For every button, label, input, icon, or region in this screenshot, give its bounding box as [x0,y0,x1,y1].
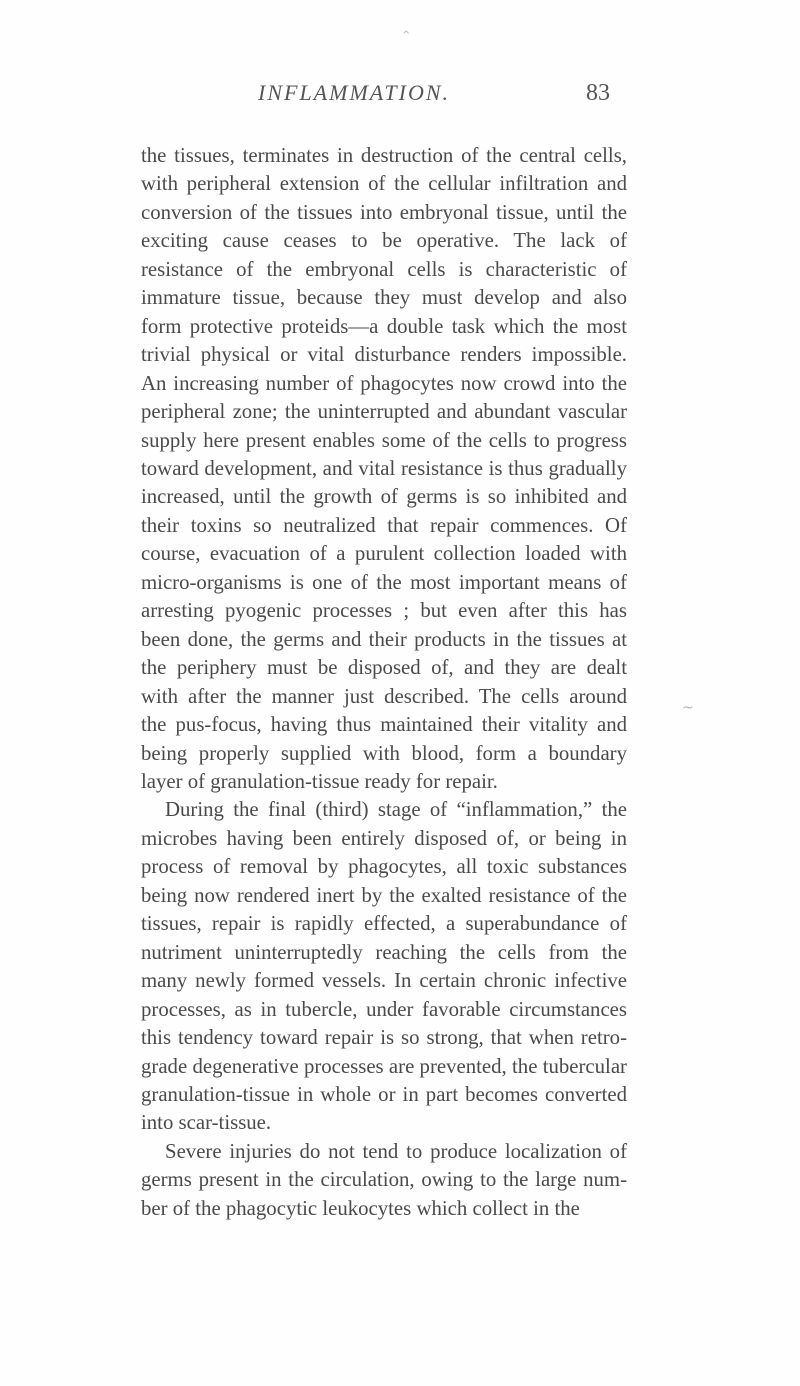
text-line: peripheral zone; the uninterrupted and abundant vascular [141,400,627,424]
text-line: with after the manner just described. The cells around [141,684,627,708]
text-line: nutriment uninterruptedly reaching the cells from the [141,940,627,964]
text-line: During the final (third) stage of “inflammation,” the [165,798,627,822]
text-line: the tissues, terminates in destruction of the central cells, [141,144,627,167]
body-text [141,142,627,1223]
text-line: process of removal by phagocytes, all toxic substances [141,855,627,879]
text-line: micro-organisms is one of the most important means of [141,570,627,594]
text-line: toward development, and vital resistance is thus gradually [141,456,627,480]
text-line: this tendency toward repair is so strong, that when retro- [141,1026,627,1050]
text-line: ber of the phagocytic leukocytes which collect in the [141,1196,580,1220]
text-line: the pus-focus, having thus maintained their vitality and [141,713,627,737]
text-line: being properly supplied with blood, form a boundary [141,741,627,765]
text-line: processes, as in tubercle, under favorable circumstances [141,997,627,1021]
text-line: immature tissue, because they must develop and also [141,286,627,310]
paragraph [141,1138,627,1223]
page-header [140,78,610,114]
text-line: their toxins so neutralized that repair commences. Of [141,513,627,537]
text-line: grade degenerative processes are prevented, the tubercular [141,1054,627,1078]
text-line: layer of granulation-tissue ready for repair. [141,769,498,793]
text-line: with peripheral extension of the cellular infiltration and [141,172,627,196]
text-line: many newly formed vessels. In certain chronic infective [141,969,627,993]
text-line: arresting pyogenic processes ; but even after this has [141,599,627,623]
paragraph [141,142,627,796]
top-stray-mark: ^ [402,30,411,41]
text-line: tissues, repair is rapidly effected, a superabundance of [141,912,627,936]
text-line: form protective proteids—a double task which the most [141,314,627,338]
text-line: trivial physical or vital disturbance renders impossible. [141,343,627,367]
text-line: course, evacuation of a purulent collection loaded with [141,542,627,566]
text-line: resistance of the embryonal cells is characteristic of [141,257,627,281]
text-line: conversion of the tissues into embryonal tissue, until the [141,200,627,224]
text-line: Severe injuries do not tend to produce localization of [165,1139,627,1163]
paragraph [141,796,627,1137]
text-line: been done, the germs and their products in the tissues at [141,627,627,651]
page-number: 83 [586,80,610,106]
text-line: An increasing number of phagocytes now crowd into the [141,371,627,395]
text-line: supply here present enables some of the cells to progress [141,428,627,452]
text-line: being now rendered inert by the exalted resistance of the [141,883,627,907]
margin-stray-mark: ~ [682,700,694,716]
text-line: microbes having been entirely disposed of, or being in [141,826,627,850]
running-title: INFLAMMATION. [258,80,451,105]
text-line: the periphery must be disposed of, and they are dealt [141,656,627,680]
text-line: germs present in the circulation, owing to the large num- [141,1168,627,1192]
text-line: into scar-tissue. [141,1111,272,1135]
text-line: exciting cause ceases to be operative. The lack of [141,229,627,253]
text-line: increased, until the growth of germs is so inhibited and [141,485,627,509]
text-line: granulation-tissue in whole or in part becomes converted [141,1082,627,1106]
